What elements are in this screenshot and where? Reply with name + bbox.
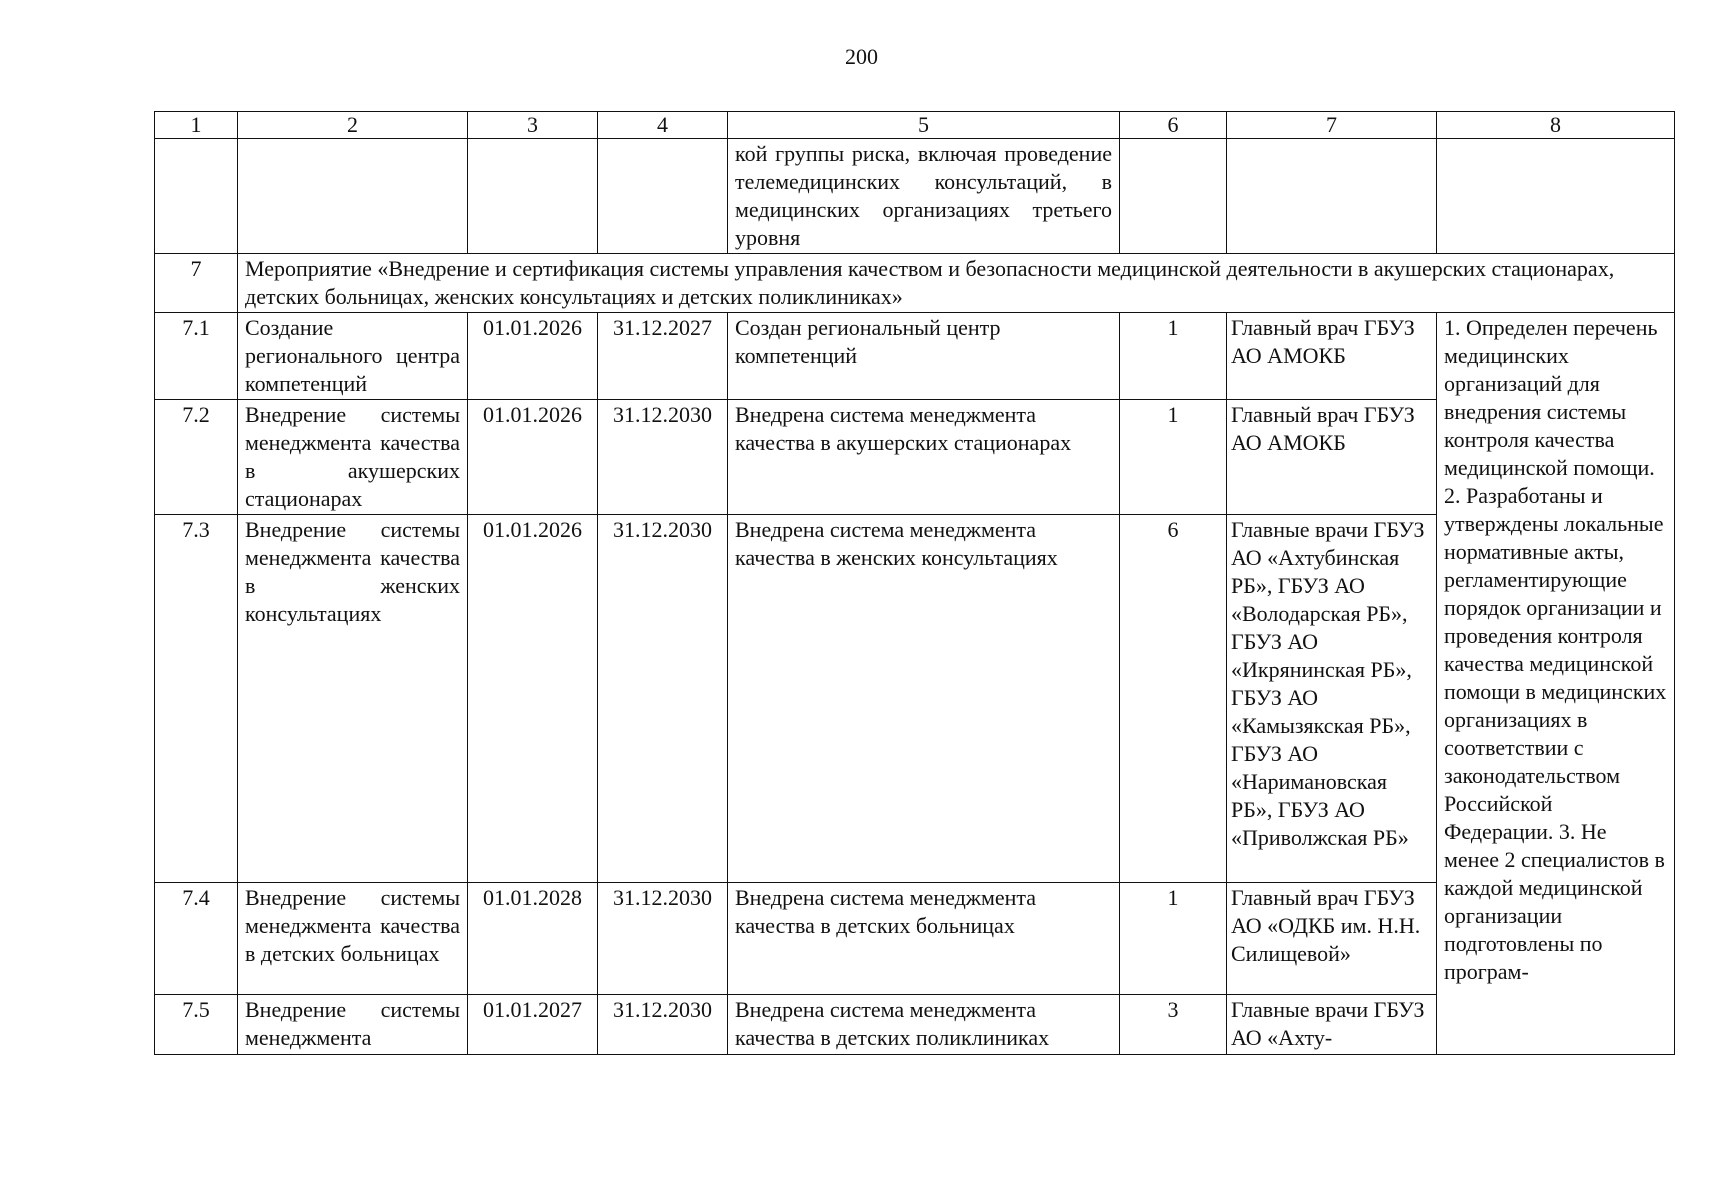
responsible: Главный врач ГБУЗ АО АМОКБ [1227,313,1437,400]
page-number: 200 [845,44,878,69]
measure-name: Внедрение системы менеджмента качества в детских больницах [238,883,468,995]
responsible: Главные врачи ГБУЗ АО «Ахту- [1227,995,1437,1055]
row-number: 7.4 [155,883,238,995]
header-cell: 2 [238,112,468,139]
end-date: 31.12.2030 [598,400,728,515]
header-cell: 3 [468,112,598,139]
section-title: Мероприятие «Внедрение и сертификация системы управления качеством и безопасности медицинской деятельности в акушерских стационарах, детских больницах, женских консультациях и детских поликлиниках» [238,254,1675,313]
end-date: 31.12.2027 [598,313,728,400]
start-date: 01.01.2026 [468,313,598,400]
row-number: 7.3 [155,515,238,883]
header-cell: 5 [728,112,1120,139]
measure-name: Внедрение системы менеджмента качества в акушерских стационарах [238,400,468,515]
section-row [155,254,1675,313]
quantity: 6 [1120,515,1227,883]
start-date: 01.01.2026 [468,515,598,883]
responsible: Главный врач ГБУЗ АО «ОДКБ им. Н.Н. Силищевой» [1227,883,1437,995]
measure-name: Внедрение системы менеджмента [238,995,468,1055]
measure-result: Создан региональный центр компетенций [728,313,1120,400]
measure-name: Внедрение системы менеджмента качества в женских консультациях [238,515,468,883]
row-number: 7.2 [155,400,238,515]
quantity: 1 [1120,313,1227,400]
responsible: Главный врач ГБУЗ АО АМОКБ [1227,400,1437,515]
quantity: 1 [1120,883,1227,995]
row-number: 7.5 [155,995,238,1055]
measure-result: Внедрена система менеджмента качества в акушерских стационарах [728,400,1120,515]
end-date: 31.12.2030 [598,515,728,883]
section-number: 7 [155,254,238,313]
end-date: 31.12.2030 [598,883,728,995]
measure-result: Внедрена система менеджмента качества в детских больницах [728,883,1120,995]
quantity: 3 [1120,995,1227,1055]
header-cell: 8 [1437,112,1675,139]
measure-result: Внедрена система менеджмента качества в женских консультациях [728,515,1120,883]
measure-name: Создание регионального центра компетенций [238,313,468,400]
indicators: 1. Определен перечень медицинских организаций для внедрения системы контроля качества медицинской помощи. 2. Разработаны и утверждены локальные нормативные акты, регламентирующие порядок организации и проведения контроля качества медицинской помощи в медицинских организациях в соответствии с законодательством Российской Федерации. 3. Не менее 2 специалистов в каждой медицинской организации подготовлены по програм- [1437,313,1675,1055]
responsible: Главные врачи ГБУЗ АО «Ахтубинская РБ», ГБУЗ АО «Володарская РБ», ГБУЗ АО «Икрянинская РБ», ГБУЗ АО «Камызякская РБ», ГБУЗ АО «Наримановская РБ», ГБУЗ АО «Приволжская РБ» [1227,515,1437,883]
table-row [155,313,1675,400]
quantity: 1 [1120,400,1227,515]
end-date: 31.12.2030 [598,995,728,1055]
header-row [155,112,1675,139]
header-cell: 7 [1227,112,1437,139]
measures-table [154,111,1675,1055]
continuation-row [155,139,1675,254]
header-cell: 4 [598,112,728,139]
header-cell: 1 [155,112,238,139]
start-date: 01.01.2028 [468,883,598,995]
row-number: 7.1 [155,313,238,400]
header-cell: 6 [1120,112,1227,139]
start-date: 01.01.2027 [468,995,598,1055]
continuation-result: кой группы риска, включая проведение телемедицинских консультаций, в медицинских организациях третьего уровня [728,139,1120,254]
start-date: 01.01.2026 [468,400,598,515]
measure-result: Внедрена система менеджмента качества в детских поликлиниках [728,995,1120,1055]
